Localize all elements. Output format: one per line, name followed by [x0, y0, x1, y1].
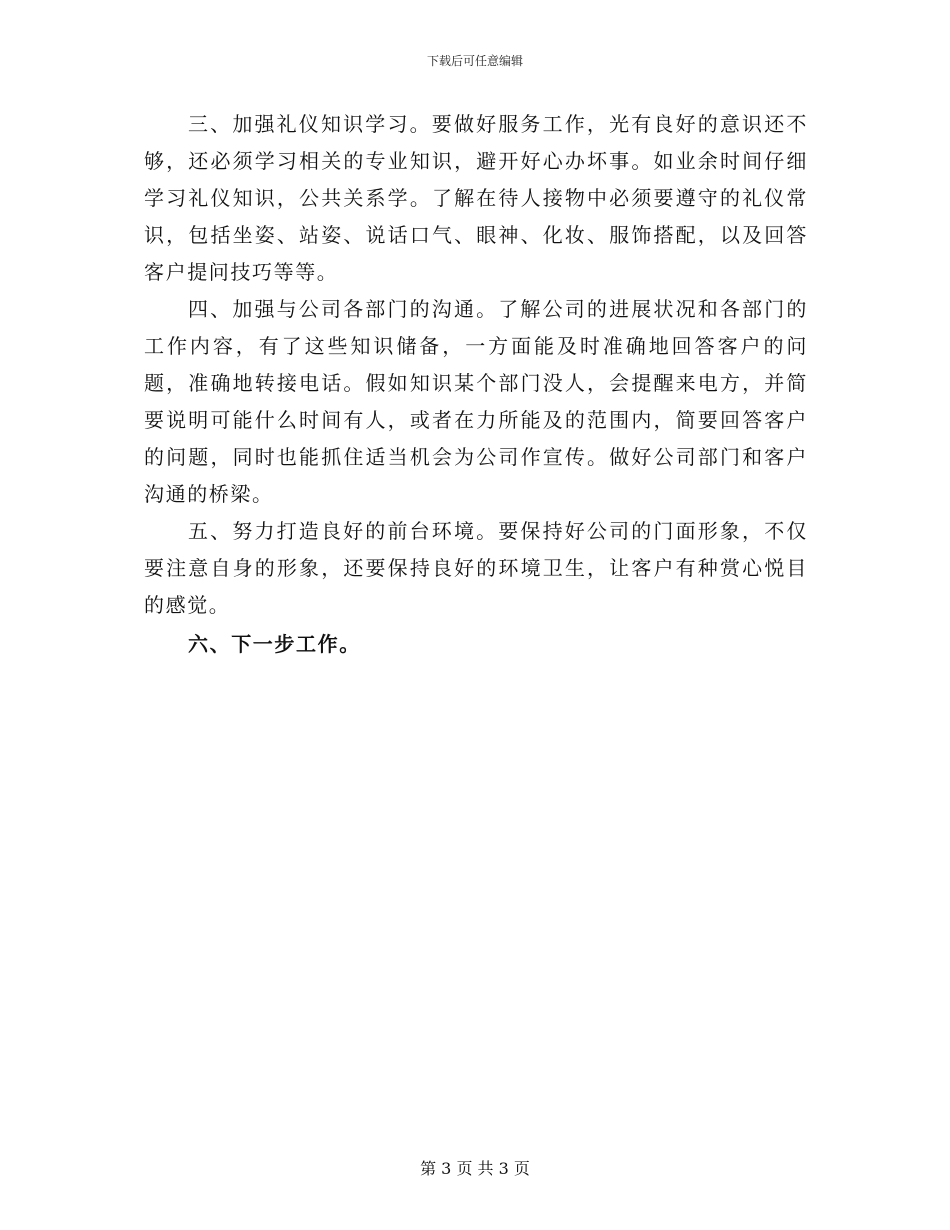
paragraph-5: 五、努力打造良好的前台环境。要保持好公司的门面形象，不仅要注意自身的形象，还要保持良好的环境卫生，让客户有种赏心悦目的感觉。 — [144, 519, 808, 617]
document-body — [144, 106, 808, 663]
page-number-footer: 第 3 页 共 3 页 — [420, 1159, 530, 1178]
paragraph-4: 四、加强与公司各部门的沟通。了解公司的进展状况和各部门的工作内容，有了这些知识储备，一方面能及时准确地回答客户的问题，准确地转接电话。假如知识某个部门没人，会提醒来电方，并简要说明可能什么时间有人，或者在力所能及的范围内，简要回答客户的问题，同时也能抓住适当机会为公司作宣传。做好公司部门和客户沟通的桥梁。 — [144, 297, 808, 506]
page-header: 下载后可任意编辑 — [426, 54, 523, 68]
paragraph-3: 三、加强礼仪知识学习。要做好服务工作，光有良好的意识还不够，还必须学习相关的专业知识，避开好心办坏事。如业余时间仔细学习礼仪知识，公共关系学。了解在待人接物中必须要遵守的礼仪常识，包括坐姿、站姿、说话口气、眼神、化妆、服饰搭配，以及回答客户提问技巧等等。 — [144, 112, 808, 284]
section-heading-6: 六、下一步工作。 — [188, 632, 361, 656]
